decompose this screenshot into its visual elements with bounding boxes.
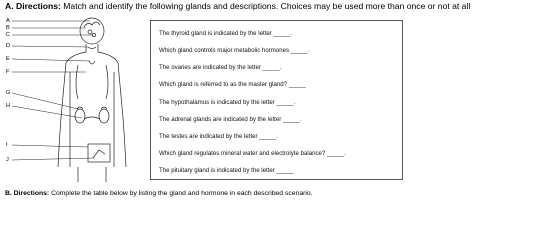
description-item: The testes are indicated by the letter _____. <box>159 133 278 140</box>
descriptions-box <box>150 20 403 180</box>
pointer-line-j <box>12 158 94 160</box>
figure-label-c: C <box>6 32 11 38</box>
ribcage-outline <box>76 65 108 99</box>
hypothalamus-shape <box>88 30 92 34</box>
description-item: Which gland is referred to as the master gland? _____ <box>159 81 306 88</box>
figure-label-h: H <box>6 103 11 109</box>
pancreas-shape <box>84 117 100 119</box>
figure-label-d: D <box>6 43 11 49</box>
gonad-inset-box <box>88 144 110 162</box>
pointer-line-i <box>12 145 88 147</box>
section-a-letter: A. Directions: <box>5 1 61 11</box>
arm-inner-outline <box>70 72 114 167</box>
figure-label-i: I <box>6 142 8 148</box>
description-item: The hypothalamus is indicated by the letter _____. <box>159 99 296 106</box>
section-a-text: Match and identify the following glands and descriptions. Choices may be used more than once or not at all <box>60 1 471 11</box>
pointer-line-h <box>12 106 82 118</box>
pointer-line-g <box>12 93 78 109</box>
pointer-line-e <box>12 59 90 61</box>
description-item: The ovaries are indicated by the letter _____. <box>159 64 282 71</box>
pointer-line-d <box>12 46 88 47</box>
figure-label-e: E <box>6 56 10 62</box>
kidney-right-shape <box>99 109 109 123</box>
description-item: Which gland controls major metabolic hormones _____. <box>159 47 310 54</box>
figure-label-b: B <box>6 25 10 31</box>
description-item: The adrenal glands are indicated by the letter _____. <box>159 116 302 123</box>
endocrine-figure <box>0 17 150 182</box>
thymus-shape <box>89 61 95 64</box>
kidney-left-shape <box>75 109 85 123</box>
section-a-heading <box>5 1 542 12</box>
gonad-shape <box>93 150 105 158</box>
figure-label-f: F <box>6 69 10 75</box>
section-b-text: Complete the table below by listing the gland and hormone in each described scenario. <box>49 190 313 197</box>
description-item: The pituitary gland is indicated by the letter _____ <box>159 167 294 174</box>
adrenal-shapes <box>77 107 107 109</box>
description-item: The thyroid gland is indicated by the letter _____. <box>159 30 293 37</box>
section-b-heading <box>5 189 313 198</box>
body-outline-diagram <box>0 17 150 182</box>
brain-outline <box>84 22 100 27</box>
figure-label-g: G <box>6 90 11 96</box>
leg-outline <box>78 167 106 182</box>
section-b-letter: B. Directions: <box>5 190 50 197</box>
figure-label-j: J <box>6 157 9 163</box>
torso-outline <box>58 52 126 167</box>
thyroid-shape <box>88 47 96 49</box>
description-item: Which gland regulates mineral water and electrolyte balance? _____. <box>159 150 346 157</box>
neck-outline <box>86 44 98 52</box>
figure-label-a: A <box>6 18 10 24</box>
